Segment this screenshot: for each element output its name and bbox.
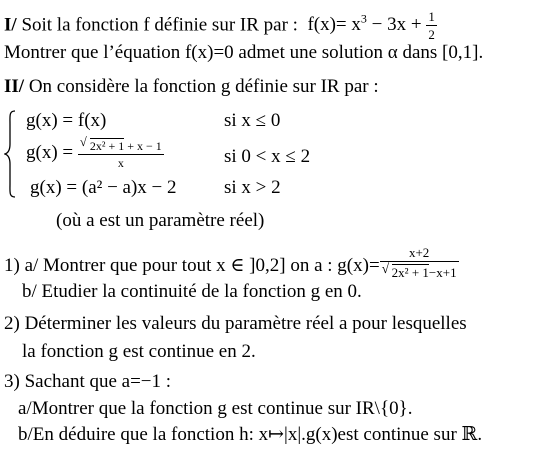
case2-fraction [78,138,164,169]
q1a-line [4,246,459,279]
f-frac-den: 2 [428,27,435,43]
f-fraction [426,10,437,41]
case2-expr [26,138,164,169]
case2-sqrt [80,138,124,152]
q3-line1: 3) Sachant que a=−1 : [4,371,172,392]
case2-den: x [117,156,124,170]
part1-line2: Montrer que l’équation f(x)=0 admet une solution α dans [0,1]. [4,42,484,63]
part2-label: II/ [4,76,25,97]
case2-cond: si 0 < x ≤ 2 [224,146,311,167]
system-brace [4,110,16,198]
f-exponent: 3 [360,12,367,26]
f-frac-num: 1 [428,9,435,25]
q1a-text: 1) a/ Montrer que pour tout x ∈ ]0,2] on a : g(x)= [4,255,380,276]
case1-cond: si x ≤ 0 [224,110,281,131]
q1a-den [380,262,459,279]
f-definition [303,9,437,43]
q1a-den-rest: −x+1 [428,265,457,280]
q2-line1: 2) Déterminer les valeurs du paramètre réel a pour lesquelles [4,313,467,334]
part2-intro: On considère la fonction g définie sur IR par : [28,76,379,97]
q1a-sqrt [382,264,429,279]
case3-expr: g(x) = (a² − a)x − 2 [30,177,177,198]
case2-radicand: 2x² + 1 [89,139,125,153]
f-lhs: f(x)= x [307,14,361,36]
part1-label: I/ [4,14,17,36]
case2-lhs: g(x) = [26,141,78,163]
q1b-line: b/ Etudier la continuité de la fonction g en 0. [22,281,362,302]
q3b-line: b/En déduire que la fonction h: x↦|x|.g(x)est continue sur ℝ. [18,424,483,445]
q2-line2: la fonction g est continue en 2. [22,341,256,362]
q1a-radicand: 2x² + 1 [391,265,429,280]
case1-expr: g(x) = f(x) [26,110,107,131]
q3a-line: a/Montrer que la fonction g est continue sur IR\{0}. [18,398,413,419]
q1a-num: x+2 [380,246,459,262]
part1-line1 [4,8,437,41]
part1-intro: Soit la fonction f définie sur IR par : [21,14,298,36]
f-mid: − 3x + [366,14,427,36]
q1a-fraction [380,246,459,279]
param-note: (où a est un paramètre réel) [56,210,265,231]
case3-cond: si x > 2 [224,177,281,198]
part2-line1 [4,76,379,98]
case2-num [78,138,164,155]
case2-num-rest: + x − 1 [124,139,162,153]
